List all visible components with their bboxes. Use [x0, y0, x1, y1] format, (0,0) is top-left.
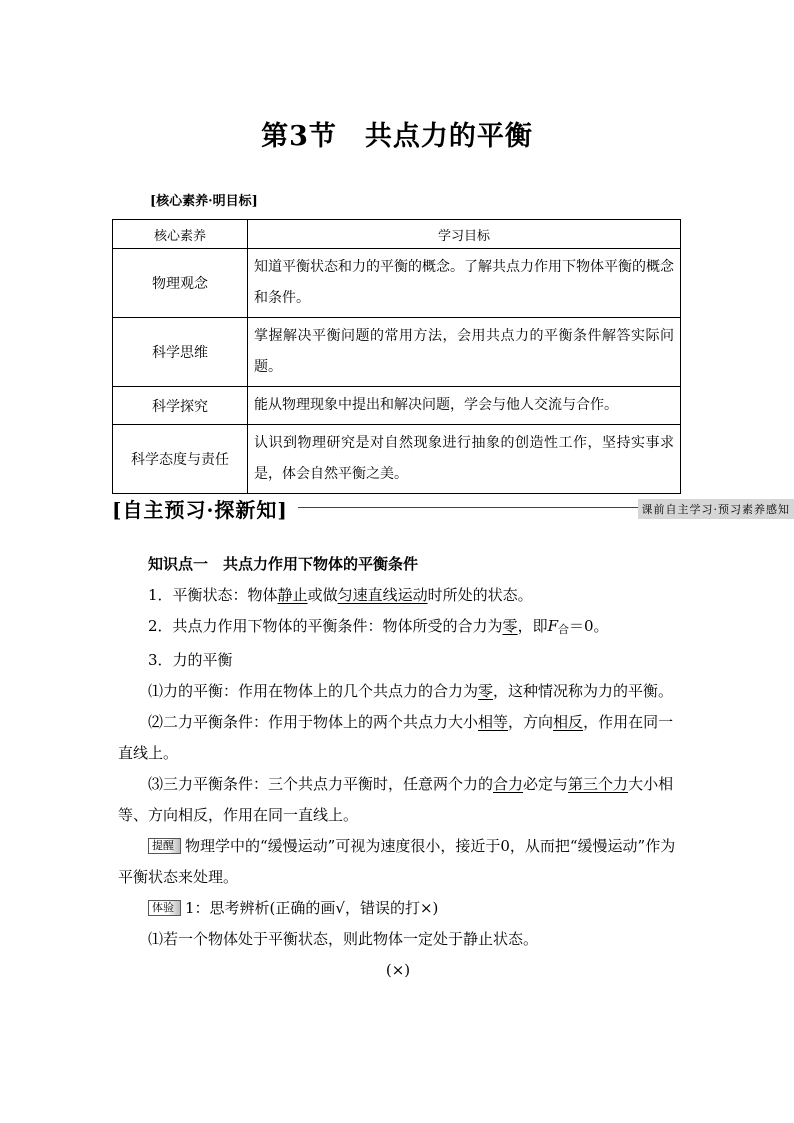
section-label: [自主预习·探新知]	[112, 494, 298, 523]
question-1: ⑴若一个物体处于平衡状态，则此物体一定处于静止状态。	[148, 930, 539, 948]
para-two-force: ⑵二力平衡条件：作用于物体上的两个共点力大小相等，方向相反，作用在同一直线上。	[118, 713, 674, 762]
content-body	[118, 549, 678, 986]
objective-cell: 掌握解决平衡问题的常用方法，会用共点力的平衡条件解答实际问题。	[248, 318, 681, 387]
col-literacy-header: 核心素养	[113, 220, 248, 249]
objective-cell: 认识到物理研究是对自然现象进行抽象的创造性工作，坚持实事求是，体会自然平衡之美。	[248, 425, 681, 494]
force-symbol: F	[547, 617, 558, 635]
answer-underline: 静止	[277, 586, 308, 604]
literacy-cell: 物理观念	[113, 249, 248, 318]
table-row	[113, 425, 681, 494]
para-tip	[118, 831, 678, 893]
tip-text: 物理学中的“缓慢运动”可视为速度很小，接近于0，从而把“缓慢运动”作为平衡状态来处理。	[118, 837, 676, 886]
objective-cell: 知道平衡状态和力的平衡的概念。了解共点力作用下物体平衡的概念和条件。	[248, 249, 681, 318]
force-subscript: 合	[558, 623, 569, 636]
knowledge-point-heading: 知识点一 共点力作用下物体的平衡条件	[148, 555, 419, 573]
answer-underline: 相等	[478, 713, 509, 731]
table-row	[113, 249, 681, 318]
table-header-row	[113, 220, 681, 249]
literacy-cell: 科学思维	[113, 318, 248, 387]
section-tag: 课前自主学习·预习素养感知	[638, 499, 794, 519]
tip-badge: 提醒	[148, 838, 181, 854]
para-equilibrium-condition: 2．共点力作用下物体的平衡条件：物体所受的合力为零，即F合＝0。	[148, 617, 609, 636]
col-objective-header: 学习目标	[248, 220, 681, 249]
para-three-force: ⑶三力平衡条件：三个共点力平衡时，任意两个力的合力必定与第三个力大小相等、方向相反，作用在同一直线上。	[118, 775, 674, 824]
goals-heading: [核心素养·明目标]	[150, 194, 258, 209]
answer-underline: 零	[478, 682, 494, 700]
literacy-cell: 科学探究	[113, 387, 248, 425]
para-force-balance-title: 3．力的平衡	[148, 651, 233, 669]
experience-badge: 体验	[148, 900, 181, 916]
para-force-balance: ⑴力的平衡：作用在物体上的几个共点力的合力为零，这种情况称为力的平衡。	[148, 682, 674, 700]
answer-underline: 匀速直线运动	[337, 586, 428, 604]
goals-table	[112, 219, 681, 494]
page-title	[0, 114, 794, 153]
para-experience	[118, 893, 678, 924]
objective-cell: 能从物理现象中提出和解决问题，学会与他人交流与合作。	[248, 387, 681, 425]
question-1-answer: (×)	[385, 961, 411, 979]
section-name: 共点力的平衡	[364, 121, 533, 152]
answer-underline: 零	[502, 617, 518, 635]
table-row	[113, 387, 681, 425]
para-equilibrium-state: 1．平衡状态：物体静止或做匀速直线运动时所处的状态。	[148, 586, 533, 604]
answer-underline: 合力	[493, 775, 524, 793]
literacy-cell: 科学态度与责任	[113, 425, 248, 494]
section-number: 第3节	[261, 121, 337, 152]
section-header	[112, 494, 794, 522]
answer-underline: 第三个力	[568, 775, 629, 793]
table-row	[113, 318, 681, 387]
experience-text: 1：思考辨析(正确的画√，错误的打×)	[185, 899, 439, 917]
answer-underline: 相反	[553, 713, 584, 731]
